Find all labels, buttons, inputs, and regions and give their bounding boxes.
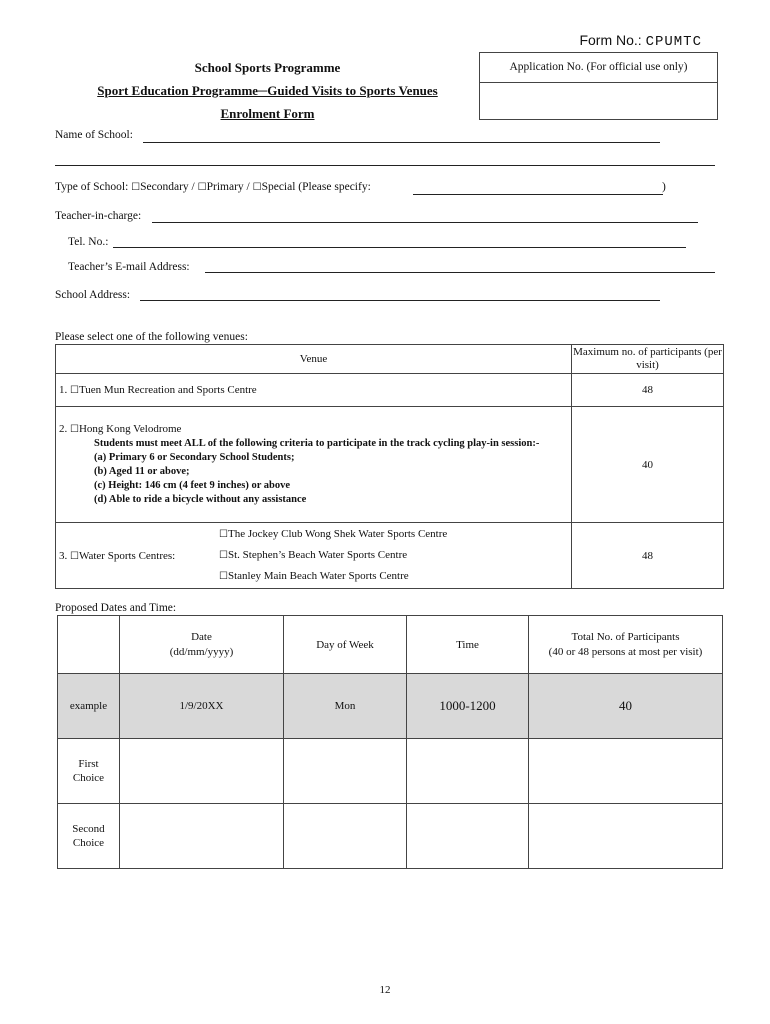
venue-row-2 — [56, 407, 724, 523]
school-type-label: Type of School: — [55, 181, 129, 193]
school-type-secondary: Secondary / — [140, 181, 195, 193]
form-number — [579, 32, 702, 50]
first-choice-time[interactable] — [407, 739, 529, 804]
day-header: Day of Week — [284, 616, 407, 674]
date-header — [120, 616, 284, 674]
venue-1-number: 1. — [59, 384, 68, 396]
second-choice-row — [58, 804, 723, 869]
velodrome-criterion-c: (c) Height: 146 cm (4 feet 9 inches) or above — [94, 480, 291, 491]
email-label: Teacher’s E-mail Address: — [68, 261, 190, 273]
school-name-field-continued[interactable] — [55, 165, 715, 166]
checkbox-icon[interactable]: ☐ — [252, 182, 262, 193]
velodrome-criterion-b: (b) Aged 11 or above; — [94, 466, 190, 477]
form-title-block — [55, 56, 480, 125]
total-header — [529, 616, 723, 674]
tel-field[interactable] — [113, 247, 686, 248]
address-field[interactable] — [140, 300, 660, 301]
example-label: example — [58, 674, 120, 739]
school-name-field[interactable] — [143, 142, 660, 143]
checkbox-icon[interactable]: ☐ — [131, 182, 141, 193]
checkbox-icon[interactable]: ☐ — [70, 385, 79, 396]
application-number-field[interactable] — [480, 83, 717, 119]
checkbox-icon[interactable]: ☐ — [219, 571, 228, 582]
example-date: 1/9/20XX — [120, 674, 284, 739]
water-centre-wong-shek: The Jockey Club Wong Shek Water Sports Centre — [227, 528, 448, 540]
form-number-value: CPUMTC — [645, 34, 702, 50]
first-choice-label: First Choice — [58, 739, 120, 804]
application-number-box — [479, 52, 718, 120]
example-total: 40 — [529, 674, 723, 739]
venue-1-name: Tuen Mun Recreation and Sports Centre — [78, 384, 257, 396]
page-number: 12 — [379, 984, 391, 996]
school-type-close: ) — [662, 181, 666, 193]
school-name-label: Name of School: — [55, 129, 133, 141]
teacher-field[interactable] — [152, 222, 698, 223]
example-row — [58, 674, 723, 739]
max-participants-header: Maximum no. of participants (per visit) — [572, 345, 724, 374]
school-type-row — [55, 181, 371, 193]
school-type-specify-field[interactable] — [413, 194, 663, 195]
second-choice-day[interactable] — [284, 804, 407, 869]
date-header-label: Date — [191, 630, 212, 643]
date-header-format: (dd/mm/yyyy) — [169, 645, 234, 658]
venue-table — [55, 344, 724, 589]
venue-3-number: 3. — [59, 549, 68, 562]
venue-2-max: 40 — [572, 407, 724, 523]
first-choice-date[interactable] — [120, 739, 284, 804]
address-label: School Address: — [55, 289, 131, 301]
venue-row-1 — [56, 374, 724, 407]
title-enrolment-form: Enrolment Form — [220, 106, 315, 121]
example-day: Mon — [284, 674, 407, 739]
venue-row-3 — [56, 523, 724, 589]
venue-intro: Please select one of the following venues: — [55, 331, 248, 343]
total-header-label: Total No. of Participants — [571, 630, 680, 643]
checkbox-icon[interactable]: ☐ — [70, 424, 79, 435]
velodrome-criterion-a: (a) Primary 6 or Secondary School Students; — [94, 452, 295, 463]
first-choice-row — [58, 739, 723, 804]
checkbox-icon[interactable]: ☐ — [197, 182, 207, 193]
venue-3-max: 48 — [572, 523, 724, 589]
time-header: Time — [407, 616, 529, 674]
checkbox-icon[interactable]: ☐ — [70, 550, 79, 562]
water-centre-stanley: Stanley Main Beach Water Sports Centre — [227, 570, 409, 582]
venue-1-max: 48 — [572, 374, 724, 407]
first-choice-day[interactable] — [284, 739, 407, 804]
second-choice-label: Second Choice — [58, 804, 120, 869]
total-header-note: (40 or 48 persons at most per visit) — [548, 645, 703, 658]
school-type-primary: Primary / — [206, 181, 250, 193]
second-choice-date[interactable] — [120, 804, 284, 869]
venue-header: Venue — [56, 345, 572, 374]
title-subprogramme: Sport Education Programme─Guided Visits to Sports Venues — [97, 83, 438, 98]
second-choice-total[interactable] — [529, 804, 723, 869]
school-type-special: Special (Please specify: — [261, 181, 371, 193]
dates-header-blank — [58, 616, 120, 674]
velodrome-criteria-intro: Students must meet ALL of the following criteria to participate in the track cycling play-in session:- — [94, 438, 540, 449]
velodrome-criterion-d: (d) Able to ride a bicycle without any assistance — [94, 494, 307, 505]
title-programme: School Sports Programme — [194, 60, 341, 75]
water-centre-st-stephens: St. Stephen’s Beach Water Sports Centre — [227, 549, 408, 561]
form-number-label: Form No.: — [579, 32, 642, 48]
example-time: 1000-1200 — [407, 674, 529, 739]
venue-2-number: 2. — [59, 423, 68, 435]
application-number-label: Application No. (For official use only) — [480, 53, 717, 83]
second-choice-time[interactable] — [407, 804, 529, 869]
checkbox-icon[interactable]: ☐ — [219, 550, 228, 561]
email-field[interactable] — [205, 272, 715, 273]
dates-table — [57, 615, 723, 869]
dates-intro: Proposed Dates and Time: — [55, 602, 177, 614]
checkbox-icon[interactable]: ☐ — [219, 529, 228, 540]
dates-header-row — [58, 616, 723, 674]
teacher-label: Teacher-in-charge: — [55, 210, 142, 222]
first-choice-total[interactable] — [529, 739, 723, 804]
venue-2-name: Hong Kong Velodrome — [78, 423, 182, 435]
tel-label: Tel. No.: — [68, 236, 109, 248]
venue-3-name: Water Sports Centres: — [78, 549, 176, 562]
